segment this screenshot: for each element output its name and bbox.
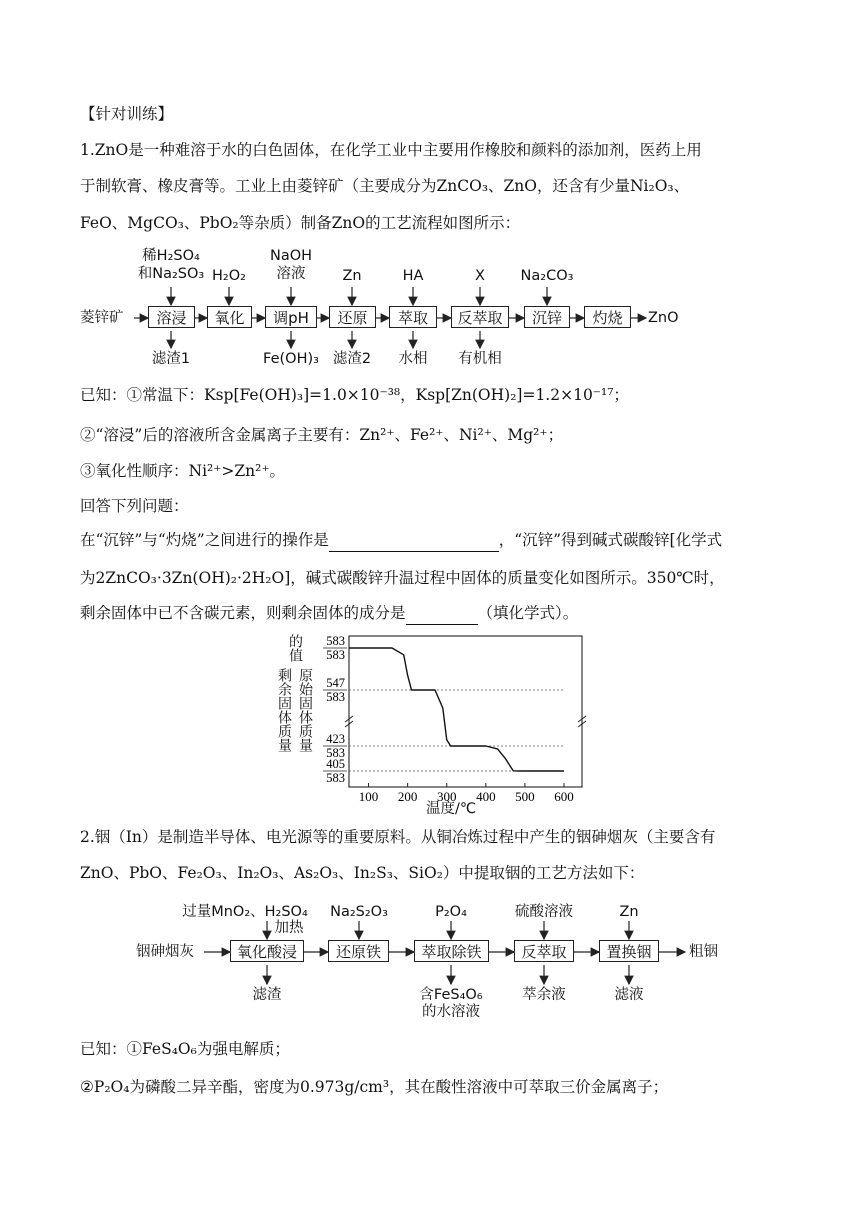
chart-ytick-numerator: 405: [326, 757, 345, 771]
flow1-step-calcine: 灼烧: [584, 306, 631, 328]
q2-known2: ②P₂O₄为磷酸二异辛酯，密度为0.973g/cm³，其在酸性溶液中可萃取三价金属离子；: [80, 1078, 669, 1096]
q1-known2: ②“溶浸”后的溶液所含金属离子主要有：Zn²⁺、Fe²⁺、Ni²⁺、Mg²⁺；: [80, 426, 564, 444]
flow2-output-aqueous: 的水溶液: [422, 1004, 480, 1020]
flow2-step-back-extract: 反萃取: [514, 940, 574, 962]
q1-question-a: 在“沉锌”与“灼烧”之间进行的操作是: [80, 531, 329, 549]
flow1-output-aqueous: 水相: [398, 351, 428, 367]
flow1-input-naoh-solution: 溶液: [276, 266, 306, 282]
flow1-input-naoh: NaOH: [269, 248, 313, 264]
q1-known1: 已知：①常温下：Ksp[Fe(OH)₃]=1.0×10⁻³⁸，Ksp[Zn(OH)₂]=1.2×10⁻¹⁷；: [80, 386, 629, 404]
section-title: 【针对训练】: [80, 105, 174, 123]
chart-ytick-numerator: 423: [326, 732, 345, 746]
flow1-input-h2so4: 稀H₂SO₄: [142, 248, 200, 264]
flow2-end: 粗铟: [689, 944, 718, 960]
flow1-step-oxidize: 氧化: [207, 306, 252, 328]
flow2-step-displace-indium: 置换铟: [599, 940, 659, 962]
chart-ytick-denominator: 583: [326, 746, 345, 760]
flow1-step-dissolve: 溶浸: [148, 306, 195, 328]
chart-xtick-label: 100: [358, 789, 379, 804]
flow1-input-ha: HA: [402, 268, 424, 284]
flow2-input-sulfuric: 硫酸溶液: [515, 904, 573, 920]
flow1-input-zn: Zn: [342, 268, 362, 284]
flow1-step-back-extract: 反萃取: [451, 306, 509, 328]
chart-xtick-label: 200: [397, 789, 418, 804]
chart-xtick-label: 300: [436, 789, 457, 804]
chart-ylabel-suffix: 的值: [287, 634, 303, 662]
flow2-output-residue: 滤渣: [252, 987, 282, 1003]
q2-line2: ZnO、PbO、Fe₂O₃、In₂O₃、As₂O₃、In₂S₃、SiO₂）中提取铟的工艺方法如下：: [80, 864, 645, 882]
chart-ytick-numerator: 583: [326, 634, 345, 648]
q1-line2: 于制软膏、橡皮膏等。工业上由菱锌矿（主要成分为ZnCO₃、ZnO，还含有少量Ni₂O₃、: [80, 177, 690, 195]
chart-xtick-label: 600: [554, 789, 574, 804]
q2-known1: 已知：①FeS₄O₆为强电解质；: [80, 1040, 290, 1058]
flow1-step-reduce: 还原: [329, 306, 376, 328]
q1-known3: ③氧化性顺序：Ni²⁺>Zn²⁺。: [80, 462, 286, 480]
flow2-input-p2o4: P₂O₄: [435, 904, 467, 920]
q2-line1: 2.铟（In）是制造半导体、电光源等的重要原料。从铜冶炼过程中产生的铟砷烟灰（主要含有: [80, 828, 716, 846]
chart-ylabel-numerator: 剩余固体质量: [276, 668, 292, 752]
flow1-output-residue1: 滤渣1: [151, 351, 191, 367]
q1-question-d: 剩余固体中已不含碳元素，则剩余固体的成分是: [80, 604, 406, 622]
flow2-output-filtrate: 滤液: [614, 987, 644, 1003]
flow1-step-precipitate-zinc: 沉锌: [524, 306, 570, 328]
chart-ylabel-denominator: 原始固体质量: [297, 668, 313, 752]
chart-xtick-label: 400: [476, 789, 496, 804]
flow2-output-fes4o6: 含FeS₄O₆: [419, 987, 483, 1003]
flow2-input-heat: 加热: [274, 920, 304, 936]
flow1-step-extract: 萃取: [389, 306, 437, 328]
q1-answer-prompt: 回答下列问题：: [80, 497, 189, 515]
flow1-end: ZnO: [648, 310, 679, 326]
flow2-input-na2s2o3: Na₂S₂O₃: [330, 904, 388, 920]
flow1-output-residue2: 滤渣2: [332, 351, 372, 367]
chart-ytick-numerator: 547: [326, 676, 345, 690]
flow1-step-adjust-ph: 调pH: [265, 306, 317, 328]
flow1-input-na2so3: 和Na₂SO₃: [137, 266, 205, 282]
flow2-input-zn: Zn: [619, 904, 639, 920]
q1-question-b: ，“沉锌”得到碱式碳酸锌[化学式: [498, 531, 723, 549]
chart-xtick-label: 500: [515, 789, 535, 804]
flow1-input-x: X: [475, 268, 485, 284]
chart-ytick-denominator: 583: [326, 771, 345, 785]
flow1-output-organic: 有机相: [458, 351, 502, 367]
chart-ytick-denominator: 583: [326, 690, 345, 704]
flow2-output-raffinate: 萃余液: [522, 987, 566, 1003]
flow1-output-feoh3: Fe(OH)₃: [263, 351, 319, 367]
flow1-input-h2o2: H₂O₂: [212, 268, 246, 284]
chart-xlabel: 温度/℃: [426, 801, 477, 817]
chart-ytick-denominator: 583: [326, 648, 345, 662]
flow1-start: 菱锌矿: [80, 310, 124, 326]
q1-question-c: 为2ZnCO₃·3Zn(OH)₂·2H₂O]，碱式碳酸锌升温过程中固体的质量变化如图所示。350℃时，: [80, 569, 725, 587]
q1-line1: 1.ZnO是一种难溶于水的白色固体，在化学工业中主要用作橡胶和颜料的添加剂，医药上用: [80, 141, 702, 159]
flow2-step-reduce-iron: 还原铁: [328, 940, 389, 962]
flow2-step-extract-iron: 萃取除铁: [414, 940, 489, 962]
q1-line3: FeO、MgCO₃、PbO₂等杂质）制备ZnO的工艺流程如图所示：: [80, 214, 521, 232]
flow1-input-na2co3: Na₂CO₃: [520, 268, 574, 284]
flow2-input-mno2: 过量MnO₂、H₂SO₄: [182, 904, 308, 920]
flow2-step-oxidative-leach: 氧化酸浸: [230, 940, 304, 962]
q1-question-e: （填化学式）。: [477, 604, 579, 622]
flow2-start: 铟砷烟灰: [136, 944, 194, 960]
